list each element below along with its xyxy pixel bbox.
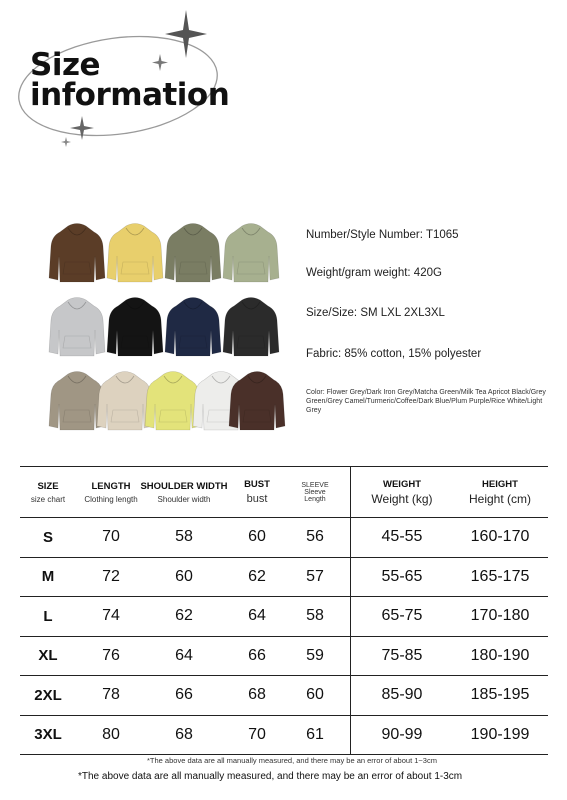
cell-bust [232,716,282,755]
table-row [20,716,548,755]
cell-sleeve [288,597,342,636]
cell-sleeve-value: 57 [306,567,324,585]
cell-shoulder-value: 64 [175,646,193,664]
page-title [30,47,230,113]
header [0,0,567,170]
hoodie-color-grid [48,222,288,434]
cell-length-value: 80 [102,725,120,743]
cell-length-value: 76 [102,646,120,664]
cell-shoulder [138,597,230,636]
cell-length [80,637,142,676]
cell-sleeve [288,676,342,715]
column-divider [350,467,351,517]
cell-shoulder [138,518,230,557]
cell-shoulder [138,558,230,597]
column-divider [350,716,351,755]
cell-weight-value: 55-65 [381,567,423,585]
cell-length-value: 74 [102,607,120,625]
cell-length-value: 70 [102,528,120,546]
cell-size [20,676,76,715]
cell-weight [352,558,452,597]
cell-weight-value: 45-55 [381,528,423,546]
hoodie-swatch [48,222,106,284]
cell-weight [352,597,452,636]
cell-bust-value: 70 [248,725,266,743]
cell-size-value: S [42,528,53,546]
cell-bust-value: 60 [248,528,266,546]
cell-shoulder-value: 62 [175,607,193,625]
header-height: HEIGHT Height (cm) [468,478,531,506]
hoodie-swatch [228,370,286,432]
cell-height [452,558,548,597]
hoodie-swatch [222,296,280,358]
title-line-2: information [30,77,230,113]
title-line-1: Size [30,47,101,83]
cell-shoulder-value: 68 [175,725,193,743]
cell-height-value: 185-195 [470,686,530,704]
table-row [20,518,548,558]
cell-length-value: 72 [102,567,120,585]
measurement-note: *The above data are all manually measured, and there may be an error of about 1-3cm [78,771,463,782]
cell-weight-value: 85-90 [381,686,423,704]
cell-bust-value: 66 [248,646,266,664]
cell-size [20,558,76,597]
column-divider [350,518,351,557]
table-header [20,467,548,518]
cell-height [452,597,548,636]
size-options: Size/Size: SM LXL 2XL3XL [306,307,445,319]
measurement-note-small: *The above data are all manually measured, and there may be an error of about 1~3cm [147,756,437,765]
cell-bust-value: 62 [248,567,266,585]
style-number: Number/Style Number: T1065 [306,229,459,241]
cell-size-value: 3XL [34,726,62,744]
cell-height-value: 165-175 [470,567,530,585]
cell-length-value: 78 [102,686,120,704]
cell-size [20,518,76,557]
cell-size-value: 2XL [34,686,62,704]
cell-shoulder [138,676,230,715]
column-divider [350,558,351,597]
cell-shoulder [138,716,230,755]
cell-height [452,518,548,557]
cell-weight-value: 90-99 [381,725,423,743]
cell-weight [352,716,452,755]
cell-weight [352,518,452,557]
cell-length [80,676,142,715]
header-shoulder: SHOULDER WIDTH Shoulder width [140,480,228,504]
hoodie-swatch [106,296,164,358]
cell-sleeve-value: 59 [306,646,324,664]
cell-bust [232,597,282,636]
column-divider [350,637,351,676]
table-row [20,597,548,637]
table-row [20,676,548,716]
cell-size-value: M [41,568,55,586]
hoodie-swatch [164,222,222,284]
gram-weight: Weight/gram weight: 420G [306,267,442,279]
column-divider [350,676,351,715]
header-weight: WEIGHT Weight (kg) [371,478,433,506]
hoodie-swatch [222,222,280,284]
cell-sleeve [288,518,342,557]
cell-sleeve-value: 58 [306,607,324,625]
cell-sleeve [288,716,342,755]
cell-sleeve-value: 61 [306,725,324,743]
cell-weight [352,676,452,715]
hoodie-swatch [164,296,222,358]
cell-shoulder-value: 66 [175,686,193,704]
cell-height-value: 160-170 [470,528,530,546]
cell-sleeve-value: 56 [306,528,324,546]
cell-size [20,716,76,755]
hoodie-swatch [106,222,164,284]
cell-height-value: 190-199 [470,725,530,743]
header-length: LENGTH Clothing length [84,480,138,504]
cell-size-value: XL [38,647,58,665]
header-bust: BUST bust [244,479,270,505]
cell-bust [232,518,282,557]
cell-length [80,518,142,557]
header-size: SIZE size chart [30,480,66,504]
cell-size [20,637,76,676]
cell-size [20,597,76,636]
cell-length [80,558,142,597]
cell-sleeve-value: 60 [306,686,324,704]
cell-bust [232,558,282,597]
size-table [20,466,548,755]
cell-bust-value: 68 [248,686,266,704]
cell-weight-value: 75-85 [381,646,423,664]
cell-length [80,597,142,636]
cell-height-value: 180-190 [470,646,530,664]
column-divider [350,597,351,636]
cell-weight-value: 65-75 [381,607,423,625]
cell-height [452,716,548,755]
cell-length [80,716,142,755]
cell-bust [232,676,282,715]
header-sleeve: SLEEVE Sleeve Length [301,481,329,503]
cell-sleeve [288,558,342,597]
cell-bust-value: 64 [248,607,266,625]
table-row [20,637,548,677]
cell-weight [352,637,452,676]
cell-height-value: 170-180 [470,607,530,625]
hoodie-swatch [48,296,106,358]
fabric-info: Fabric: 85% cotton, 15% polyester [306,348,482,360]
cell-bust [232,637,282,676]
table-row [20,558,548,598]
table-body [20,518,548,754]
cell-sleeve [288,637,342,676]
cell-height [452,676,548,715]
cell-shoulder [138,637,230,676]
cell-height [452,637,548,676]
cell-shoulder-value: 60 [175,567,193,585]
cell-size-value: L [43,607,53,625]
color-options: Color: Flower Grey/Dark Iron Grey/Matcha Green/Milk Tea Apricot Black/Grey Green/Grey Camel/Turmeric/Coffee/Dark Blue/Plum Purple/Rice White/Light Grey [306,389,546,414]
cell-shoulder-value: 58 [175,528,193,546]
